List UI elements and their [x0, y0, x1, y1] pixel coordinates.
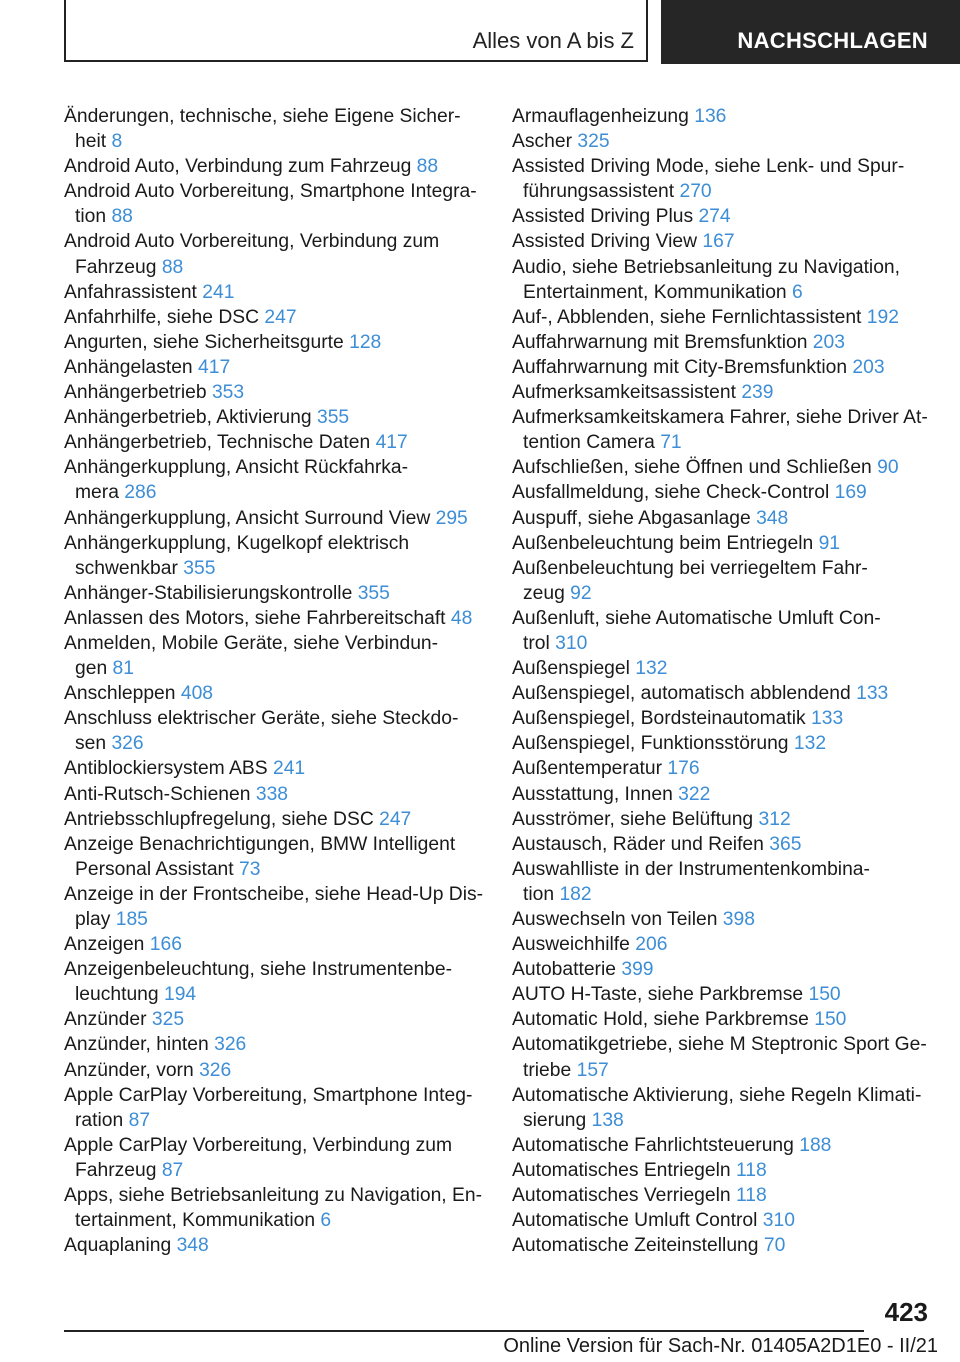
index-entry	[64, 1007, 504, 1032]
index-entry-text: ration	[75, 1109, 124, 1131]
index-entry-text: Anhängerkupplung, Kugelkopf elektrisch	[64, 532, 410, 554]
index-entry-text: Auspuff, siehe Abgasanlage	[512, 507, 751, 529]
index-entry-text: Anzünder, vorn	[64, 1059, 194, 1081]
index-entry	[64, 1133, 504, 1183]
index-entry	[64, 1183, 504, 1233]
index-column-right	[512, 104, 932, 1258]
page-reference-link[interactable]: 150	[808, 984, 841, 1006]
page-reference-link[interactable]: 241	[202, 281, 235, 303]
footer-divider	[64, 1330, 864, 1332]
index-entry-text: Außenbeleuchtung bei verriegeltem Fahr-	[512, 557, 868, 579]
index-entry-text: Assisted Driving View	[512, 231, 698, 253]
index-entry	[512, 229, 932, 254]
page-reference-link[interactable]: 247	[264, 306, 297, 328]
page-reference-link[interactable]: 71	[660, 432, 682, 454]
page-reference-link[interactable]: 295	[435, 507, 468, 529]
page-number: 423	[884, 1297, 928, 1327]
index-entry-text: play	[75, 909, 111, 930]
page-reference-link[interactable]: 353	[211, 382, 245, 404]
index-entry-text: Assisted Driving Plus	[512, 206, 694, 228]
index-entry-text: Angurten, siehe Sicherheitsgurte	[64, 331, 344, 353]
index-entry-text: Entertainment, Kommunikation	[523, 281, 787, 303]
page-reference-link[interactable]: 92	[570, 582, 592, 604]
chapter-title: NACHSCHLAGEN	[737, 28, 928, 53]
index-entry-text: Assisted Driving Mode, siehe Lenk- und Spur-	[512, 156, 905, 178]
index-entry-text: Ausfallmeldung, siehe Check-Control	[512, 482, 830, 504]
page-reference-link[interactable]: 166	[149, 934, 182, 956]
index-entry-text: Außenspiegel, Bordsteinautomatik	[512, 708, 806, 730]
index-entry-text: Anzünder, hinten	[64, 1034, 209, 1056]
index-entry-text: Fahrzeug	[75, 1159, 157, 1181]
index-entry	[64, 681, 504, 706]
page-reference-link[interactable]: 136	[694, 106, 727, 127]
index-entry-text: Anmelden, Mobile Geräte, siehe Verbindun-	[64, 632, 439, 654]
index-entry-text: Audio, siehe Betriebsanleitung zu Navigation,	[512, 256, 901, 278]
page-reference-link[interactable]: 417	[375, 432, 408, 454]
page-reference-link[interactable]: 133	[856, 683, 889, 705]
index-entry	[512, 756, 932, 781]
page-reference-link[interactable]: 150	[814, 1009, 847, 1031]
index-entry-text: Apple CarPlay Vorbereitung, Smartphone Integ-	[64, 1084, 473, 1106]
index-entry	[64, 229, 504, 279]
index-entry	[512, 330, 932, 355]
index-entry	[512, 1233, 932, 1258]
index-entry-text: tertainment, Kommunikation	[75, 1210, 316, 1232]
index-entry	[512, 1032, 932, 1082]
index-entry	[512, 154, 932, 204]
page-reference-link[interactable]: 138	[591, 1109, 624, 1131]
section-tab	[64, 0, 648, 62]
index-entry-text: Automatisches Entriegeln	[512, 1159, 731, 1181]
index-entry-text: Automatische Zeiteinstellung	[512, 1235, 759, 1257]
index-entry-text: Autobatterie	[512, 959, 616, 981]
index-entry-text: Apps, siehe Betriebsanleitung zu Navigation, En-	[64, 1185, 483, 1207]
index-entry	[512, 932, 932, 957]
index-entry	[512, 832, 932, 857]
index-entry-text: Android Auto Vorbereitung, Smartphone Integra-	[64, 181, 477, 203]
page-reference-link[interactable]: 88	[161, 256, 184, 278]
index-entry-text: trol	[523, 632, 550, 654]
index-entry-text: tion	[75, 206, 107, 228]
index-entry	[512, 455, 932, 480]
index-entry	[64, 405, 504, 430]
index-entry-text: führungsassistent	[523, 181, 675, 203]
page-reference-link[interactable]: 88	[416, 156, 439, 178]
index-entry-text: Antiblockiersystem ABS	[64, 758, 268, 780]
page-reference-link[interactable]: 365	[769, 833, 802, 855]
index-entry-text: Anhänger-Stabilisierungskontrolle	[64, 582, 353, 604]
index-entry	[512, 982, 932, 1007]
page-reference-link[interactable]: 399	[621, 959, 654, 981]
index-entry-text: Anlassen des Motors, siehe Fahrbereitschaft	[64, 607, 446, 629]
index-entry-text: Automatisches Verriegeln	[512, 1185, 731, 1207]
index-entry	[64, 179, 504, 229]
index-entry	[64, 756, 504, 781]
index-entry	[512, 405, 932, 455]
page-reference-link[interactable]: 73	[238, 858, 261, 880]
page-reference-link[interactable]: 206	[635, 934, 668, 956]
index-entry-text: Armauflagenheizung	[512, 106, 689, 127]
index-entry-text: Personal Assistant	[75, 858, 234, 880]
page-reference-link[interactable]: 338	[255, 783, 289, 805]
index-entry-text: Anschluss elektrischer Geräte, siehe Steckdo-	[64, 708, 459, 730]
index-entry-text: Anzünder	[64, 1009, 147, 1031]
index-entry	[512, 506, 932, 531]
index-entry	[512, 129, 932, 154]
page-reference-link[interactable]: 310	[555, 632, 588, 654]
page-reference-link[interactable]: 91	[818, 532, 841, 554]
page-reference-link[interactable]: 182	[559, 883, 592, 905]
index-entry-text: Außenspiegel	[512, 658, 630, 680]
index-entry-text: Auswahlliste in der Instrumentenkombina-	[512, 858, 870, 880]
index-entry-text: mera	[75, 482, 119, 504]
index-entry-text: Anhängelasten	[64, 356, 193, 378]
index-entry	[64, 305, 504, 330]
index-entry	[512, 305, 932, 330]
page-reference-link[interactable]: 157	[576, 1059, 609, 1081]
index-entry	[64, 606, 504, 631]
index-entry-text: Austausch, Räder und Reifen	[512, 833, 764, 855]
page-reference-link[interactable]: 408	[180, 683, 214, 705]
page-reference-link[interactable]: 192	[866, 306, 899, 328]
index-entry	[512, 606, 932, 656]
index-entry-text: Anschleppen	[64, 683, 176, 705]
index-entry-text: Anti-Rutsch-Schienen	[64, 783, 251, 805]
index-entry-text: Anhängerbetrieb, Aktivierung	[64, 407, 312, 429]
index-entry-text: tion	[523, 883, 555, 905]
index-entry	[512, 1158, 932, 1183]
index-entry-text: Automatische Fahrlichtsteuerung	[512, 1134, 794, 1156]
section-title: Alles von A bis Z	[472, 28, 634, 53]
page-reference-link[interactable]: 118	[736, 1185, 767, 1207]
index-entry	[64, 1233, 504, 1258]
index-entry-text: heit	[75, 131, 107, 153]
index-entry	[64, 706, 504, 756]
index-entry	[64, 1032, 504, 1057]
index-entry-text: Auffahrwarnung mit Bremsfunktion	[512, 331, 808, 353]
page-reference-link[interactable]: 87	[128, 1109, 151, 1131]
page-reference-link[interactable]: 87	[161, 1159, 184, 1181]
page-reference-link[interactable]: 241	[272, 758, 306, 780]
index-entry	[64, 631, 504, 681]
page-reference-link[interactable]: 274	[698, 206, 731, 228]
index-entry-text: Android Auto Vorbereitung, Verbindung zum	[64, 231, 440, 253]
page-reference-link[interactable]: 81	[112, 658, 134, 680]
page-reference-link[interactable]: 239	[741, 382, 774, 404]
index-entry	[64, 932, 504, 957]
page-reference-link[interactable]: 185	[115, 909, 148, 930]
page-reference-link[interactable]: 8	[111, 131, 123, 153]
index-entry-text: sen	[75, 733, 107, 755]
index-entry-text: Auswechseln von Teilen	[512, 909, 718, 930]
index-entry-text: Automatische Aktivierung, siehe Regeln Klimati-	[512, 1084, 922, 1106]
index-entry	[512, 531, 932, 556]
index-entry-text: gen	[75, 658, 108, 680]
index-entry-text: Außenspiegel, Funktionsstörung	[512, 733, 789, 755]
index-entry-text: Android Auto, Verbindung zum Fahrzeug	[64, 156, 412, 178]
index-entry-text: Automatische Umluft Control	[512, 1210, 758, 1232]
index-entry	[64, 506, 504, 531]
index-entry	[512, 104, 932, 129]
index-entry	[64, 1083, 504, 1133]
index-entry-text: zeug	[523, 582, 565, 604]
page-reference-link[interactable]: 348	[756, 507, 789, 529]
index-entry	[512, 807, 932, 832]
index-entry-text: Aufschließen, siehe Öffnen und Schließen	[512, 457, 872, 479]
index-entry	[64, 531, 504, 581]
index-entry-text: sierung	[523, 1109, 587, 1131]
index-entry	[64, 380, 504, 405]
page-reference-link[interactable]: 325	[577, 131, 610, 153]
index-entry-text: Anhängerbetrieb, Technische Daten	[64, 432, 371, 454]
index-entry-text: Ausweichhilfe	[512, 934, 630, 956]
page-reference-link[interactable]: 355	[316, 407, 350, 429]
page-reference-link[interactable]: 348	[176, 1235, 209, 1257]
index-entry	[64, 104, 504, 154]
page-reference-link[interactable]: 312	[758, 808, 791, 830]
index-entry-text: Fahrzeug	[75, 256, 157, 278]
page-reference-link[interactable]: 398	[722, 909, 755, 930]
index-entry-text: Anzeigen	[64, 934, 145, 956]
page-reference-link[interactable]: 6	[320, 1210, 332, 1232]
page-reference-link[interactable]: 325	[151, 1009, 185, 1031]
index-entry-text: tention Camera	[523, 432, 655, 454]
chapter-tab	[661, 0, 960, 64]
page-reference-link[interactable]: 90	[877, 457, 899, 479]
index-entry	[512, 907, 932, 932]
index-entry	[512, 957, 932, 982]
index-entry	[64, 154, 504, 179]
index-entry	[64, 957, 504, 1007]
index-entry	[512, 857, 932, 907]
index-entry	[64, 1058, 504, 1083]
page-reference-link[interactable]: 188	[799, 1134, 832, 1156]
index-entry	[512, 1133, 932, 1158]
index-entry-text: Aufmerksamkeitskamera Fahrer, siehe Driver At-	[512, 407, 928, 429]
index-entry	[512, 706, 932, 731]
index-entry-text: Auffahrwarnung mit City-Bremsfunktion	[512, 356, 848, 378]
index-entry-text: Anzeige Benachrichtigungen, BMW Intelligent	[64, 833, 456, 855]
page-reference-link[interactable]: 132	[793, 733, 827, 755]
index-entry-text: Automatic Hold, siehe Parkbremse	[512, 1009, 809, 1031]
index-entry	[512, 656, 932, 681]
page-reference-link[interactable]: 355	[183, 557, 216, 579]
index-entry-text: Ausstattung, Innen	[512, 783, 673, 805]
index-entry	[64, 280, 504, 305]
index-entry	[64, 455, 504, 505]
page-reference-link[interactable]: 48	[450, 607, 473, 629]
index-entry	[512, 681, 932, 706]
index-entry-text: Automatikgetriebe, siehe M Steptronic Sport Ge-	[512, 1034, 927, 1056]
index-entry-text: Apple CarPlay Vorbereitung, Verbindung zum	[64, 1134, 453, 1156]
footer-text: Online Version für Sach-Nr. 01405A2D1E0 - II/21	[503, 1335, 938, 1357]
index-entry-text: Anhängerkupplung, Ansicht Surround View	[64, 507, 431, 529]
index-entry	[512, 255, 932, 305]
index-entry-text: Auf-, Abblenden, siehe Fernlichtassistent	[512, 306, 862, 328]
index-entry	[512, 355, 932, 380]
page-reference-link[interactable]: 128	[349, 331, 382, 353]
page-reference-link[interactable]: 176	[667, 758, 700, 780]
page-reference-link[interactable]: 310	[762, 1210, 795, 1232]
index-entry	[64, 330, 504, 355]
index-entry-text: Anfahrhilfe, siehe DSC	[64, 306, 260, 328]
page-reference-link[interactable]: 322	[678, 783, 711, 805]
page-reference-link[interactable]: 355	[357, 582, 390, 604]
index-entry-text: Aufmerksamkeitsassistent	[512, 382, 736, 404]
index-entry	[512, 1208, 932, 1233]
index-entry-text: Anfahrassistent	[64, 281, 197, 303]
index-entry	[64, 807, 504, 832]
page-reference-link[interactable]: 6	[792, 281, 803, 303]
page-reference-link[interactable]: 194	[163, 984, 197, 1006]
page-reference-link[interactable]: 326	[199, 1059, 232, 1081]
page-reference-link[interactable]: 417	[198, 356, 231, 378]
index-entry	[512, 204, 932, 229]
index-entry-text: AUTO H-Taste, siehe Parkbremse	[512, 984, 804, 1006]
index-entry	[512, 480, 932, 505]
page-reference-link[interactable]: 133	[811, 708, 844, 730]
index-entry	[512, 1183, 932, 1208]
page-reference-link[interactable]: 247	[379, 808, 412, 830]
index-entry-text: Außenspiegel, automatisch abblendend	[512, 683, 851, 705]
page-reference-link[interactable]: 203	[852, 356, 885, 378]
page-reference-link[interactable]: 286	[124, 482, 157, 504]
page-reference-link[interactable]: 169	[834, 482, 867, 504]
index-column-left	[64, 104, 504, 1258]
index-entry	[64, 355, 504, 380]
page-reference-link[interactable]: 203	[812, 331, 845, 353]
index-entry-text: Anzeigenbeleuchtung, siehe Instrumentenbe-	[64, 959, 453, 981]
index-entry-text: Ascher	[512, 131, 573, 153]
index-entry	[512, 782, 932, 807]
index-entry-text: Anzeige in der Frontscheibe, siehe Head-Up Dis-	[64, 883, 484, 905]
index-entry	[64, 430, 504, 455]
index-entry	[64, 581, 504, 606]
page-reference-link[interactable]: 270	[679, 181, 712, 203]
index-entry-text: Antriebsschlupfregelung, siehe DSC	[64, 808, 374, 830]
page-reference-link[interactable]: 118	[736, 1159, 767, 1181]
page-reference-link[interactable]: 167	[702, 231, 735, 253]
index-entry	[512, 1083, 932, 1133]
index-entry-text: Außenluft, siehe Automatische Umluft Con-	[512, 607, 881, 629]
index-entry	[512, 556, 932, 606]
index-entry-text: Aquaplaning	[64, 1235, 172, 1257]
index-entry-text: Anhängerbetrieb	[64, 382, 207, 404]
index-entry-text: Anhängerkupplung, Ansicht Rückfahrka-	[64, 457, 409, 479]
page-reference-link[interactable]: 70	[763, 1235, 786, 1257]
index-entry-text: Ausströmer, siehe Belüftung	[512, 808, 754, 830]
index-entry	[64, 782, 504, 807]
index-entry-text: Außenbeleuchtung beim Entriegeln	[512, 532, 814, 554]
index-entry-text: leuchtung	[75, 984, 159, 1006]
index-entry-text: triebe	[523, 1059, 572, 1081]
index-entry	[64, 832, 504, 882]
index-entry	[512, 731, 932, 756]
page-reference-link[interactable]: 326	[111, 733, 144, 755]
index-entry	[512, 1007, 932, 1032]
page-reference-link[interactable]: 88	[111, 206, 133, 228]
index-entry	[64, 882, 504, 932]
index-entry-text: Änderungen, technische, siehe Eigene Sicher-	[64, 106, 461, 127]
index-entry-text: schwenkbar	[75, 557, 178, 579]
page-header	[0, 0, 960, 66]
page-reference-link[interactable]: 132	[635, 658, 668, 680]
index-entry	[512, 380, 932, 405]
page-reference-link[interactable]: 326	[214, 1034, 247, 1056]
index-entry-text: Außentemperatur	[512, 758, 663, 780]
